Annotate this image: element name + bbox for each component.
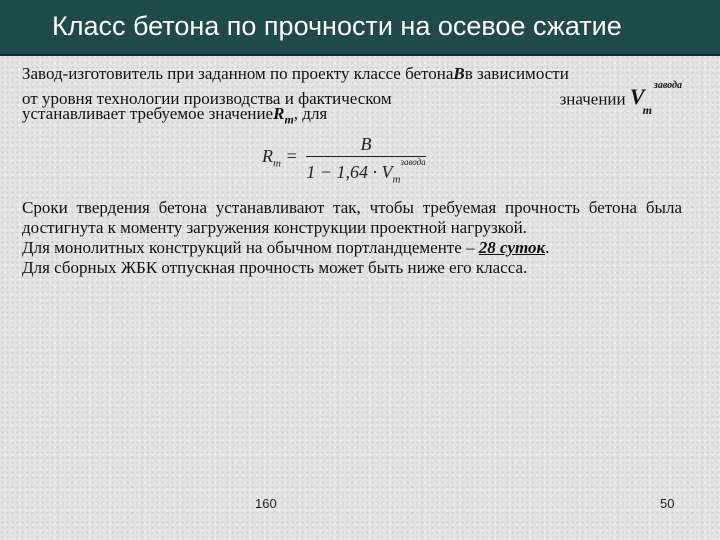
intro-line-2-value-word: значении	[559, 89, 626, 109]
formula-den-sup: завода	[400, 157, 426, 167]
intro-line-2-text: от уровня технологии производства и фактическом	[22, 89, 392, 109]
formula-den-text: 1 − 1,64 · V	[306, 162, 393, 182]
title-bar	[0, 0, 720, 56]
variation-symbol-base: V	[629, 84, 645, 110]
slide-title: Класс бетона по прочности на осевое сжатие	[52, 11, 622, 41]
formula-lhs-sub: m	[273, 157, 281, 170]
intro-paragraph	[22, 64, 682, 127]
footer-page-ref: 160	[255, 496, 277, 511]
required-strength-symbol	[273, 104, 294, 129]
concrete-class-symbol: В	[453, 64, 465, 83]
intro-line-3-text: устанавливает требуемое значение	[22, 104, 274, 123]
slide-number: 50	[660, 496, 675, 511]
hardening-paragraph	[22, 198, 682, 278]
formula-numerator: B	[360, 134, 372, 154]
hardening-text: Сроки твердения бетона устанавливают так, чтобы требуемая прочность бетона была достигнута к моменту загружения конструкции проектной нагрузкой.	[22, 198, 682, 237]
required-strength-base: R	[273, 104, 285, 123]
variation-symbol	[629, 80, 682, 117]
monolithic-line	[22, 238, 682, 258]
formula-den-sub: m	[392, 173, 401, 186]
intro-line-1-end: в зависимости	[464, 64, 569, 83]
formula-equals: =	[280, 146, 298, 166]
intro-line-3-end: , для	[293, 104, 328, 123]
intro-line-1	[22, 64, 682, 84]
variation-symbol-sub: m	[642, 102, 652, 117]
required-strength-sub: m	[284, 112, 294, 127]
monolithic-line-end: .	[545, 238, 550, 257]
formula-lhs	[262, 146, 298, 170]
formula-lhs-base: R	[262, 146, 273, 166]
intro-line-2-value	[559, 80, 682, 117]
precast-line: Для сборных ЖБК отпускная прочность может быть ниже его класса.	[22, 258, 528, 277]
intro-line-1-text: Завод-изготовитель при заданном по проекту классе бетона	[22, 64, 454, 83]
monolithic-line-text: Для монолитных конструкций на обычном портландцементе –	[22, 238, 479, 257]
formula-denominator	[306, 157, 426, 191]
formula-fraction	[306, 134, 426, 191]
variation-symbol-sup: завода	[653, 80, 682, 91]
hardening-period: 28 суток	[478, 238, 546, 257]
